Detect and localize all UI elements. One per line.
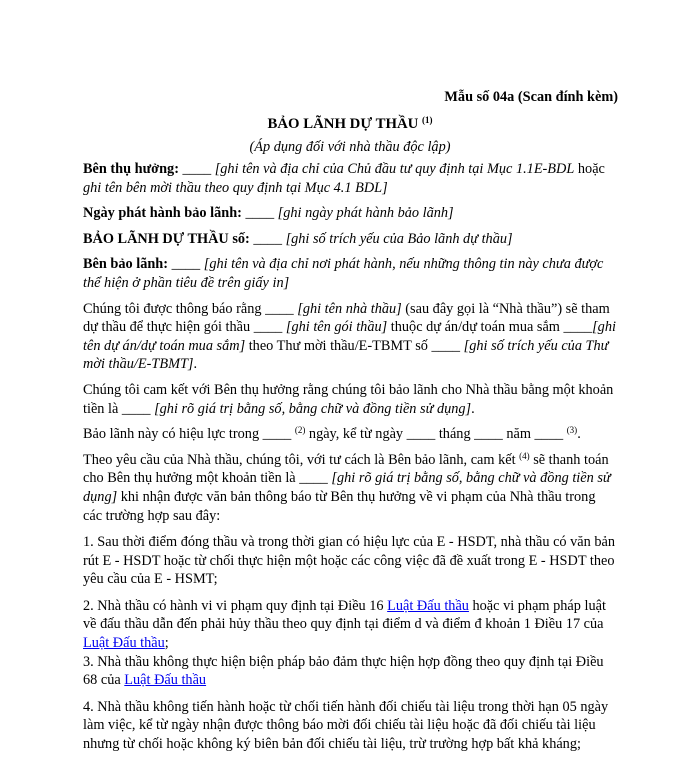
contractor-name-hint: [ghi tên nhà thầu]: [297, 300, 402, 317]
law-link[interactable]: Luật Đấu thầu: [124, 672, 207, 689]
validity-paragraph: [83, 425, 617, 444]
guarantor-field: [83, 255, 617, 292]
beneficiary-hint: [ghi tên và địa chỉ của Chủ đầu tư quy định tại Mục 1.1E-BDL: [214, 161, 575, 177]
para3-text-2: ngày, kể từ ngày ____ tháng ____ năm ____: [305, 426, 567, 443]
law-link[interactable]: Luật Đấu thầu: [83, 635, 165, 652]
law-link[interactable]: Luật Đấu thầu: [387, 597, 469, 614]
payment-amount-hint: [ghi rõ giá trị bằng số, bằng chữ và đồng tiền sử dụng]: [83, 470, 611, 505]
guarantee-number-label: BẢO LÃNH DỰ THẦU số:: [83, 230, 250, 247]
guarantor-blank: ____: [168, 256, 204, 273]
document-body: [83, 160, 617, 761]
para1-text-2: (sau đây gọi là “Nhà thầu”) sẽ tham dự thầu để thực hiện gói thầu ____: [83, 300, 610, 336]
beneficiary-hint-2: ghi tên bên mời thầu theo quy định tại Mục 4.1 BDL]: [83, 179, 388, 196]
issue-date-hint: [ghi ngày phát hành bảo lãnh]: [277, 205, 454, 222]
issue-date-label: Ngày phát hành bảo lãnh:: [83, 205, 242, 222]
list-item-1: 1. Sau thời điểm đóng thầu và trong thời gian có hiệu lực của E - HSDT, nhà thầu có văn bản rút E - HSDT hoặc từ chối thực hiện một hoặc các công việc đã đề xuất trong E - HSDT theo yêu cầu của E - HSMT;: [83, 534, 616, 588]
para3-text-3: .: [577, 426, 581, 443]
issue-date-blank: ____: [241, 205, 278, 222]
invitation-number-hint: [ghi số trích yếu của Thư mời thầu/E-TBMT]: [83, 337, 609, 373]
project-name-hint: [ghi tên dự án/dự toán mua sắm]: [83, 319, 616, 354]
para4-text-1: Theo yêu cầu của Nhà thầu, chúng tôi, với tư cách là Bên bảo lãnh, cam kết: [83, 451, 520, 468]
para3-text-1: Bảo lãnh này có hiệu lực trong ____: [83, 426, 295, 443]
issue-date-field: [83, 204, 617, 223]
para1-text-3: thuộc dự án/dự toán mua sắm ____: [387, 319, 593, 336]
commitment-paragraph: [83, 381, 617, 418]
guarantor-label: Bên bảo lãnh:: [83, 256, 169, 273]
footnote-mark-3: (3): [566, 425, 578, 436]
page-title: [0, 115, 700, 134]
item2-text-3: ;: [164, 635, 169, 652]
item2-text-1: 2. Nhà thầu có hành vi vi phạm quy định tại Điều 16: [83, 597, 388, 614]
para1-text-1: Chúng tôi được thông báo rằng ____: [83, 300, 298, 317]
item3-text-1: 3. Nhà thầu không thực hiện biện pháp bảo đảm thực hiện hợp đồng theo quy định tại Điều 68 của: [83, 653, 604, 689]
guarantee-number-field: [83, 230, 617, 249]
amount-hint: [ghi rõ giá trị bằng số, bằng chữ và đồng tiền sử dụng]: [154, 400, 472, 417]
title-footnote-mark: (1): [422, 115, 433, 125]
notification-paragraph: [83, 300, 617, 374]
package-name-hint: [ghi tên gói thầu]: [285, 319, 388, 336]
beneficiary-field: [83, 160, 617, 197]
guarantor-hint: [ghi tên và địa chỉ nơi phát hành, nếu những thông tin này chưa được thể hiện ở phần tiêu đề trên giấy in]: [83, 256, 604, 291]
payment-paragraph: [83, 451, 617, 525]
guarantee-number-blank: ____: [249, 230, 286, 247]
para2-text-1: Chúng tôi cam kết với Bên thụ hưởng rằng chúng tôi bảo lãnh cho Nhà thầu bằng một khoản tiền là ____: [83, 381, 614, 417]
item2-text-2: hoặc vi phạm pháp luật về đấu thầu dẫn đến phải hủy thầu theo quy định tại điểm d và điểm đ khoản 1 Điều 17 của: [83, 597, 606, 633]
para1-text-4: theo Thư mời thầu/E-TBMT số ____: [245, 337, 464, 354]
para4-text-2: sẽ thanh toán cho Bên thụ hưởng một khoản tiền là ____: [83, 451, 609, 487]
form-number-label: Mẫu số 04a (Scan đính kèm): [444, 89, 618, 105]
footnote-mark-4: (4): [519, 450, 530, 461]
list-item-2: [83, 597, 617, 653]
footnote-mark-2: (2): [294, 425, 306, 436]
beneficiary-label: Bên thụ hưởng:: [83, 161, 179, 177]
para1-text-5: .: [193, 356, 198, 373]
beneficiary-blank: ____: [178, 161, 215, 177]
list-item-3: [83, 653, 617, 690]
page-subtitle: (Áp dụng đối với nhà thầu độc lập): [249, 139, 451, 155]
guarantee-number-hint: [ghi số trích yếu của Bảo lãnh dự thầu]: [285, 230, 513, 247]
beneficiary-hint-plain: hoặc: [574, 161, 605, 177]
para2-text-2: .: [471, 400, 475, 417]
para4-text-3: khi nhận được văn bản thông báo từ Bên thụ hưởng về vi phạm của Nhà thầu trong các trường hợp sau đây:: [83, 488, 596, 524]
title-text: BẢO LÃNH DỰ THẦU: [267, 116, 419, 132]
list-item-4: 4. Nhà thầu không tiến hành hoặc từ chối tiến hành đối chiếu tài liệu trong thời hạn 05 ngày làm việc, kể từ ngày nhận được thông báo mời đối chiếu tài liệu hoặc đã đối chiếu tài liệu nhưng từ chối hoặc không ký biên bản đối chiếu tài liệu, trừ trường hợp bất khả kháng;: [83, 698, 609, 753]
